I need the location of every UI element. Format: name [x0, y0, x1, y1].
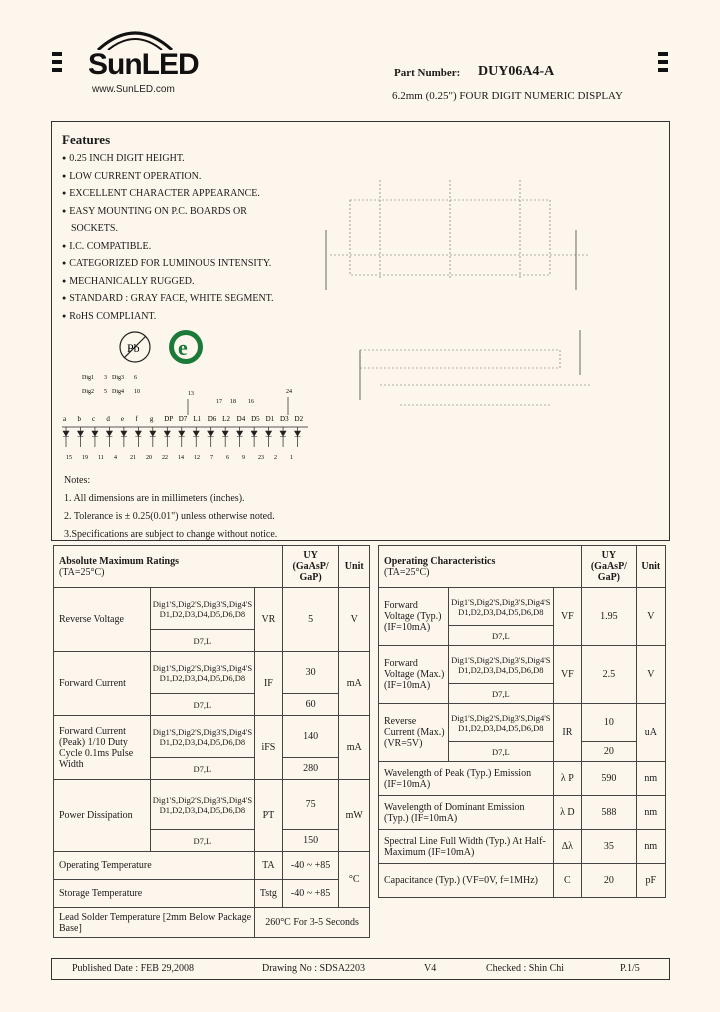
segment-label: a: [63, 415, 67, 423]
bottom-pin-label: 2: [274, 455, 277, 461]
dig-label: 3: [104, 375, 107, 381]
diode-icon: [208, 431, 214, 437]
feature-item: ● EASY MOUNTING ON P.C. BOARDS OR: [62, 203, 274, 221]
diode-icon: [92, 431, 98, 437]
feature-item: ● MECHANICALLY RUGGED.: [62, 273, 274, 291]
diode-icon: [135, 431, 141, 437]
op-char-table: Operating Characteristics (TA=25°C) UY (GaAsP/ GaP) Unit Forward Voltage (Typ.) (IF=10mA) Dig1'S,Dig2'S,Dig3'S,Dig4'S D1,D2,D3,D4,D5,D6,D8 VF 1.95 V D7,L Forward Voltage (Max.) (IF=10mA) Dig1'S,Dig2'S,Dig3'S,Dig4'S D1,D2,D3,D4,D5,D6,D8 VF 2.5 V D7,L Reverse Current (Max.) (VR=5V) Dig1'S,Dig2'S,Dig3'S,Dig4'S D1,D2,D3,D4,D5,D6,D8 IR 10 uA D7,L 20 Wavelength of Peak (Typ.) Emission (IF=10mA) λ P 590 nm Wavelength of Dominant Emission (Typ.) (IF=10mA) λ D 588 nm Spectral Line Full Width (Typ.) At Half-Maximum (IF=10mA) Δλ 35 nm Capacitance (Typ.) (VF=0V, f=1MHz) C 20 pF: [378, 545, 666, 898]
bottom-pin-label: 12: [194, 455, 200, 461]
pb-badge-text: Pb: [127, 341, 140, 355]
footer-checked: Checked : Shin Chi: [486, 963, 565, 974]
features-list: [62, 150, 274, 325]
segment-label: e: [120, 415, 124, 423]
diode-icon: [222, 431, 228, 437]
feature-item: ● EXCELLENT CHARACTER APPEARANCE.: [62, 185, 274, 203]
segment-label: f: [135, 415, 138, 423]
note-item: 3.Specifications are subject to change without notice.: [64, 529, 278, 540]
top-pin-label: 16: [248, 399, 254, 405]
top-pin-label: 17: [216, 399, 222, 405]
bottom-pin-label: 9: [242, 455, 245, 461]
segment-label: d: [106, 415, 110, 423]
diode-icon: [121, 431, 127, 437]
storage-temp-label: Storage Temperature: [54, 880, 255, 908]
abs-row-name: Power Dissipation: [54, 780, 151, 852]
op-row-name: Forward Voltage (Max.) (IF=10mA): [379, 646, 449, 704]
bottom-pin-label: 7: [210, 455, 213, 461]
abs-row-name: Forward Current (Peak) 1/10 Duty Cycle 0.1ms Pulse Width: [54, 716, 151, 780]
bottom-pin-label: 15: [66, 455, 72, 461]
abs-table-header: Absolute Maximum Ratings (TA=25°C): [54, 546, 283, 588]
feature-item: ● RoHS COMPLIANT.: [62, 308, 274, 326]
dig-label: 10: [134, 389, 140, 395]
diode-icon: [280, 431, 286, 437]
diode-icon: [179, 431, 185, 437]
diode-icon: [77, 431, 83, 437]
diode-icon: [237, 431, 243, 437]
note-item: 2. Tolerance is ± 0.25(0.01") unless otherwise noted.: [64, 511, 275, 522]
op-simple-name: Wavelength of Dominant Emission (Typ.) (IF=10mA): [379, 796, 554, 830]
bottom-pin-label: 14: [178, 455, 184, 461]
diode-icon: [150, 431, 156, 437]
rohs-e-icon: [166, 328, 206, 366]
top-pin-label: 24: [286, 389, 292, 395]
segment-label: D2: [294, 415, 304, 423]
abs-row-name: Forward Current: [54, 652, 151, 716]
op-row-name: Forward Voltage (Typ.) (IF=10mA): [379, 588, 449, 646]
top-pin-label: 13: [188, 391, 194, 397]
right-bars-decoration: [658, 52, 668, 76]
abs-col-uy: UY (GaAsP/ GaP): [282, 546, 339, 588]
note-item: 1. All dimensions are in millimeters (inches).: [64, 493, 245, 504]
op-simple-name: Wavelength of Peak (Typ.) Emission (IF=10mA): [379, 762, 554, 796]
subtitle: 6.2mm (0.25") FOUR DIGIT NUMERIC DISPLAY: [392, 90, 623, 102]
segment-label: c: [91, 415, 96, 423]
dig-label: Dig3: [112, 375, 124, 381]
dig-label: 5: [104, 389, 107, 395]
bottom-pin-label: 6: [226, 455, 229, 461]
diode-icon: [193, 431, 199, 437]
segment-label: D6: [207, 415, 217, 423]
segment-label: D4: [236, 415, 246, 423]
dimension-drawing: [300, 160, 620, 420]
segment-label: D5: [251, 415, 260, 423]
op-col-unit: Unit: [636, 546, 665, 588]
feature-item: ● CATEGORIZED FOR LUMINOUS INTENSITY.: [62, 255, 274, 273]
op-simple-name: Spectral Line Full Width (Typ.) At Half-Maximum (IF=10mA): [379, 830, 554, 864]
pb-free-icon: [118, 330, 152, 364]
op-table-header: Operating Characteristics (TA=25°C): [379, 546, 582, 588]
bottom-pin-label: 21: [130, 455, 136, 461]
bottom-pin-label: 23: [258, 455, 264, 461]
feature-item: ● 0.25 INCH DIGIT HEIGHT.: [62, 150, 274, 168]
features-title: Features: [62, 132, 111, 147]
part-number-label: Part Number:: [394, 67, 461, 79]
feature-item: SOCKETS.: [71, 223, 118, 234]
segment-label: g: [149, 415, 154, 423]
segment-label: DP: [164, 415, 174, 423]
op-row-name: Reverse Current (Max.) (VR=5V): [379, 704, 449, 762]
feature-item: ● STANDARD : GRAY FACE, WHITE SEGMENT.: [62, 290, 274, 308]
segment-label: b: [77, 415, 81, 423]
bottom-pin-label: 11: [98, 455, 104, 461]
bottom-pin-label: 19: [82, 455, 88, 461]
dig-label: 6: [134, 375, 137, 381]
diode-icon: [106, 431, 112, 437]
footer-published: Published Date : FEB 29,2008: [72, 963, 194, 974]
abs-col-unit: Unit: [339, 546, 370, 588]
diode-icon: [295, 431, 301, 437]
abs-row-name: Reverse Voltage: [54, 588, 151, 652]
feature-item: ● LOW CURRENT OPERATION.: [62, 168, 274, 186]
footer-page: P.1/5: [620, 963, 640, 974]
logo-arc-icon: [90, 24, 180, 50]
diode-icon: [63, 431, 69, 437]
bottom-pin-label: 1: [290, 455, 293, 461]
bottom-pin-label: 4: [114, 455, 117, 461]
segment-label: L2: [222, 415, 230, 423]
abs-max-table: Absolute Maximum Ratings (TA=25°C) UY (GaAsP/ GaP) Unit Reverse Voltage Dig1'S,Dig2'S,Dig3'S,Dig4'S D1,D2,D3,D4,D5,D6,D8 VR 5 V D7,L Forward Current Dig1'S,Dig2'S,Dig3'S,Dig4'S D1,D2,D3,D4,D5,D6,D8 IF 30 mA D7,L 60 Forward Current (Peak) 1/10 Duty Cycle 0.1ms Pulse Width Dig1'S,Dig2'S,Dig3'S,Dig4'S D1,D2,D3,D4,D5,D6,D8 iFS 140 mA D7,L 280 Power Dissipation Dig1'S,Dig2'S,Dig3'S,Dig4'S D1,D2,D3,D4,D5,D6,D8 PT 75 mW D7,L 150 Operating Temperature TA -40 ~ +85 °C Storage Temperature Tstg -40 ~ +85 Lead Solder Temperature [2mm Below Package Base] 260°C For 3-5 Seconds: [53, 545, 370, 938]
op-simple-name: Capacitance (Typ.) (VF=0V, f=1MHz): [379, 864, 554, 898]
dig-label: Dig4: [112, 389, 124, 395]
bottom-pin-label: 22: [162, 455, 168, 461]
top-pin-label: 18: [230, 399, 236, 405]
e-badge-text: e: [178, 335, 188, 360]
notes: [64, 472, 277, 544]
dig-label: Dig2: [82, 389, 94, 395]
feature-item: ● I.C. COMPATIBLE.: [62, 238, 274, 256]
part-number: DUY06A4-A: [478, 64, 555, 79]
bottom-pin-label: 20: [146, 455, 152, 461]
dig-label: Dig1: [82, 375, 94, 381]
diode-icon: [164, 431, 170, 437]
segment-label: D7: [178, 415, 188, 423]
diode-icon: [266, 431, 272, 437]
segment-label: D3: [280, 415, 289, 423]
op-col-uy: UY (GaAsP/ GaP): [582, 546, 636, 588]
solder-label: Lead Solder Temperature [2mm Below Package Base]: [54, 908, 255, 938]
brand-logo: SunLED: [88, 48, 199, 81]
diode-icon: [251, 431, 257, 437]
brand-url: www.SunLED.com: [92, 84, 175, 95]
op-temp-label: Operating Temperature: [54, 852, 255, 880]
segment-label: D1: [265, 415, 275, 423]
circuit-diagram: [58, 365, 318, 465]
notes-title: Notes:: [64, 475, 91, 486]
left-bars-decoration: [52, 52, 62, 76]
footer-version: V4: [424, 963, 437, 974]
footer-drawing: Drawing No : SDSA2203: [262, 963, 366, 974]
segment-label: L1: [193, 415, 202, 423]
